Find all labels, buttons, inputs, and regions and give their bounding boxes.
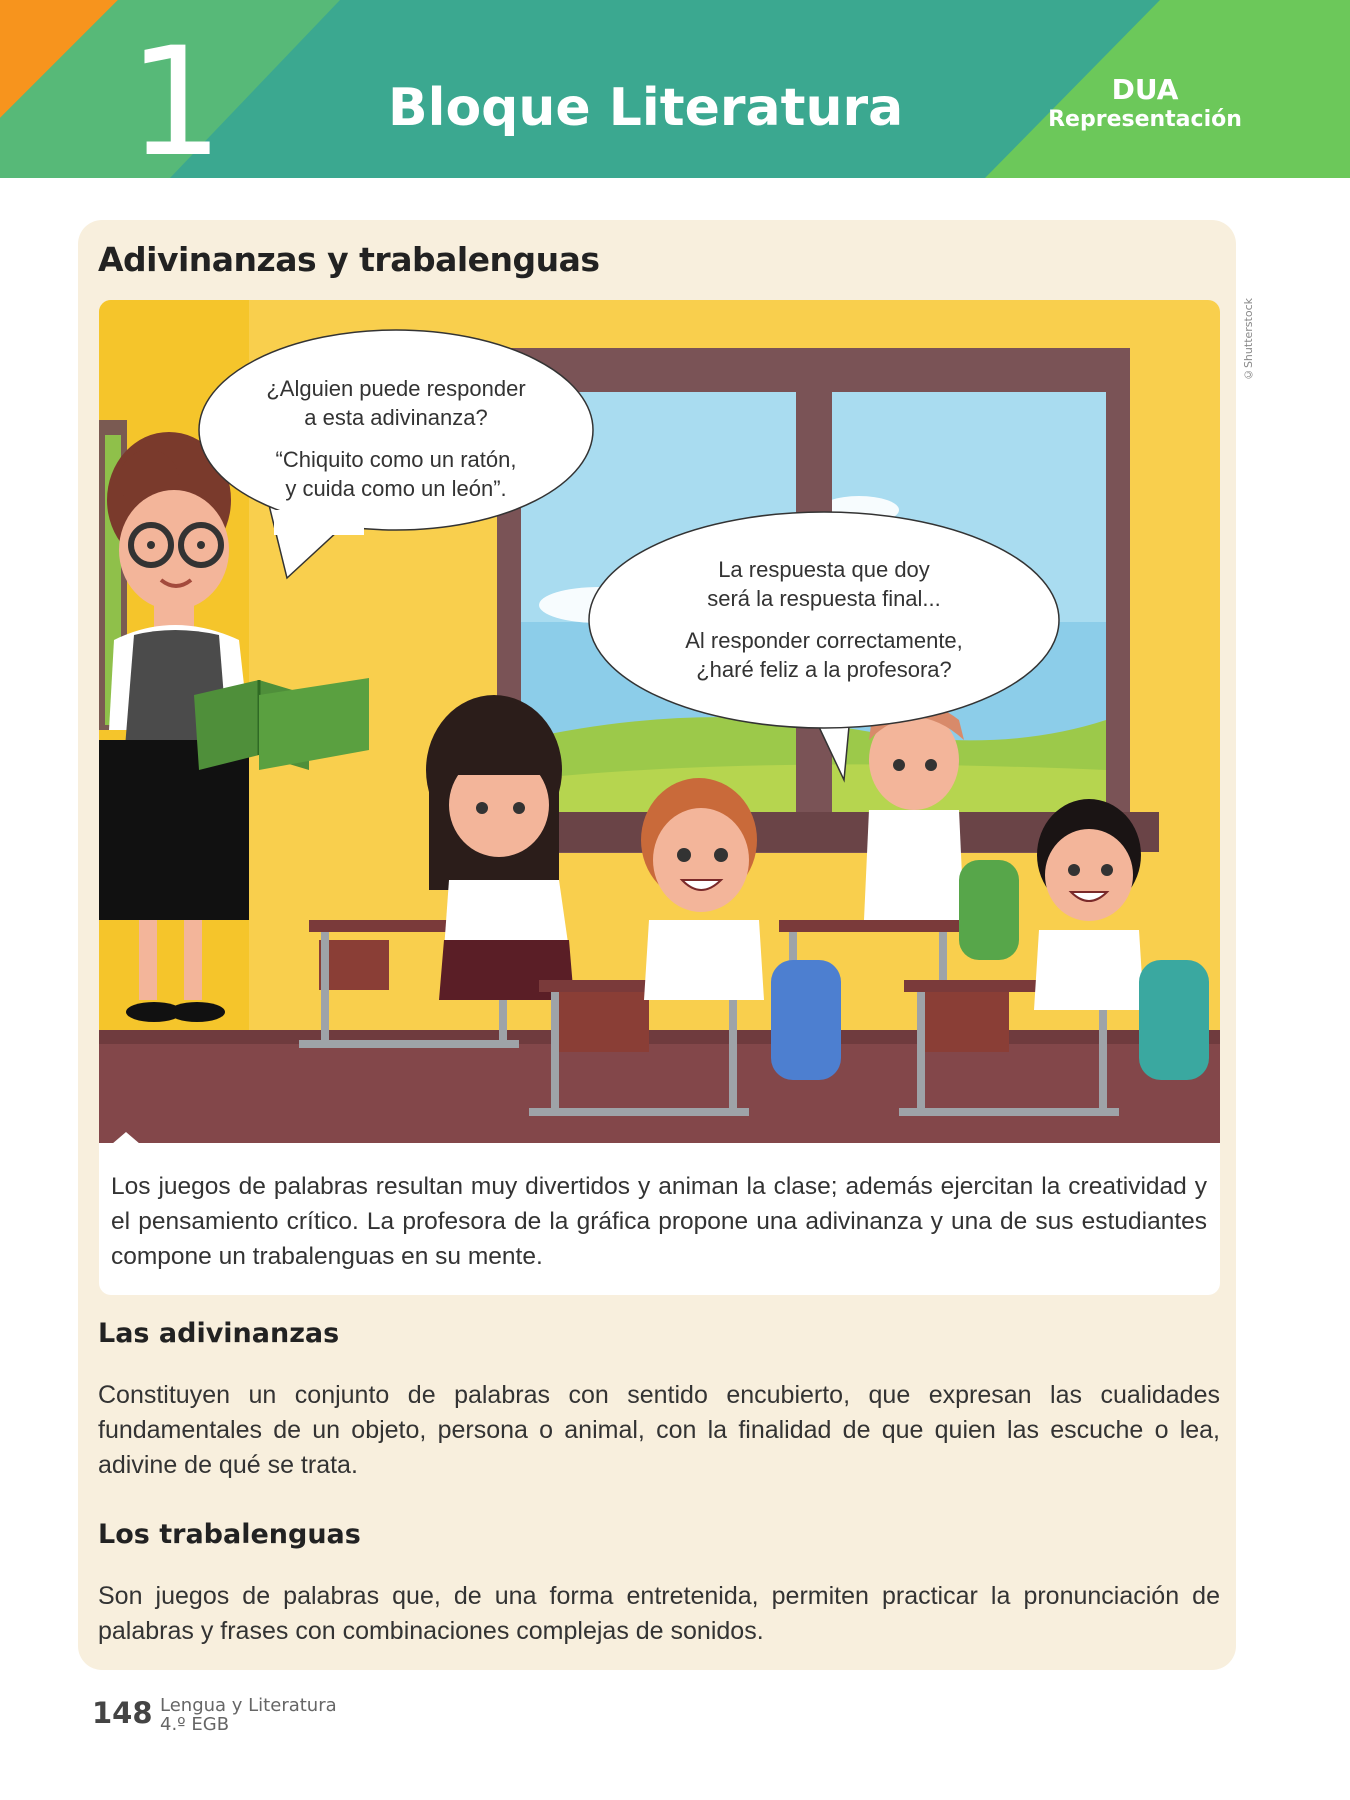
image-credit: ©Shutterstock	[1242, 298, 1255, 382]
trabalenguas-heading: Los trabalenguas	[98, 1519, 361, 1550]
unit-number: 1	[128, 16, 224, 178]
classroom-illustration	[99, 300, 1220, 1145]
dua-title: DUA	[1111, 73, 1179, 106]
student-bubble-line: será la respuesta final...	[707, 586, 941, 611]
teacher-bubble-line: ¿Alguien puede responder	[266, 376, 526, 401]
teacher-skirt	[99, 740, 249, 920]
section-title: Adivinanzas y trabalenguas	[98, 240, 600, 279]
block-title: Bloque Literatura	[388, 78, 904, 138]
trabalenguas-paragraph: Son juegos de palabras que, de una forma entretenida, permiten practicar la pronunciación de palabras y frases con combinaciones complejas de sonidos.	[98, 1582, 1220, 1645]
adivinanzas-heading: Las adivinanzas	[98, 1318, 340, 1349]
student-bubble-line: ¿haré feliz a la profesora?	[696, 657, 952, 682]
dua-badge	[1030, 74, 1260, 134]
chapter-header	[0, 0, 1350, 178]
grade-label: 4.º EGB	[160, 1714, 230, 1735]
dua-subtitle: Representación	[1048, 107, 1242, 132]
page-number: 148	[92, 1696, 153, 1730]
student-bubble-text	[614, 555, 1034, 684]
adivinanzas-paragraph: Constituyen un conjunto de palabras con sentido encubierto, que expresan las cualidades fundamentales de un objeto, persona o animal, con la finalidad de que quien las escuche o lea, adivine de qué se trata.	[98, 1381, 1220, 1479]
riddle-line: y cuida como un león”.	[285, 476, 507, 501]
subject-label: Lengua y Literatura	[160, 1695, 337, 1716]
teacher-bubble-line: a esta adivinanza?	[304, 405, 488, 430]
riddle-line: “Chiquito como un ratón,	[275, 447, 517, 472]
teacher-bubble-text	[199, 374, 593, 503]
intro-text-box	[99, 1143, 1220, 1295]
student-bubble-line: Al responder correctamente,	[685, 628, 963, 653]
student-bubble-line: La respuesta que doy	[718, 557, 930, 582]
intro-paragraph: Los juegos de palabras resultan muy divertidos y animan la clase; además ejercitan la creatividad y el pensamiento crítico. La profesora de la gráfica propone una adivinanza y una de sus estudiantes compone un trabalenguas en su mente.	[111, 1173, 1207, 1270]
floor	[99, 1040, 1220, 1145]
